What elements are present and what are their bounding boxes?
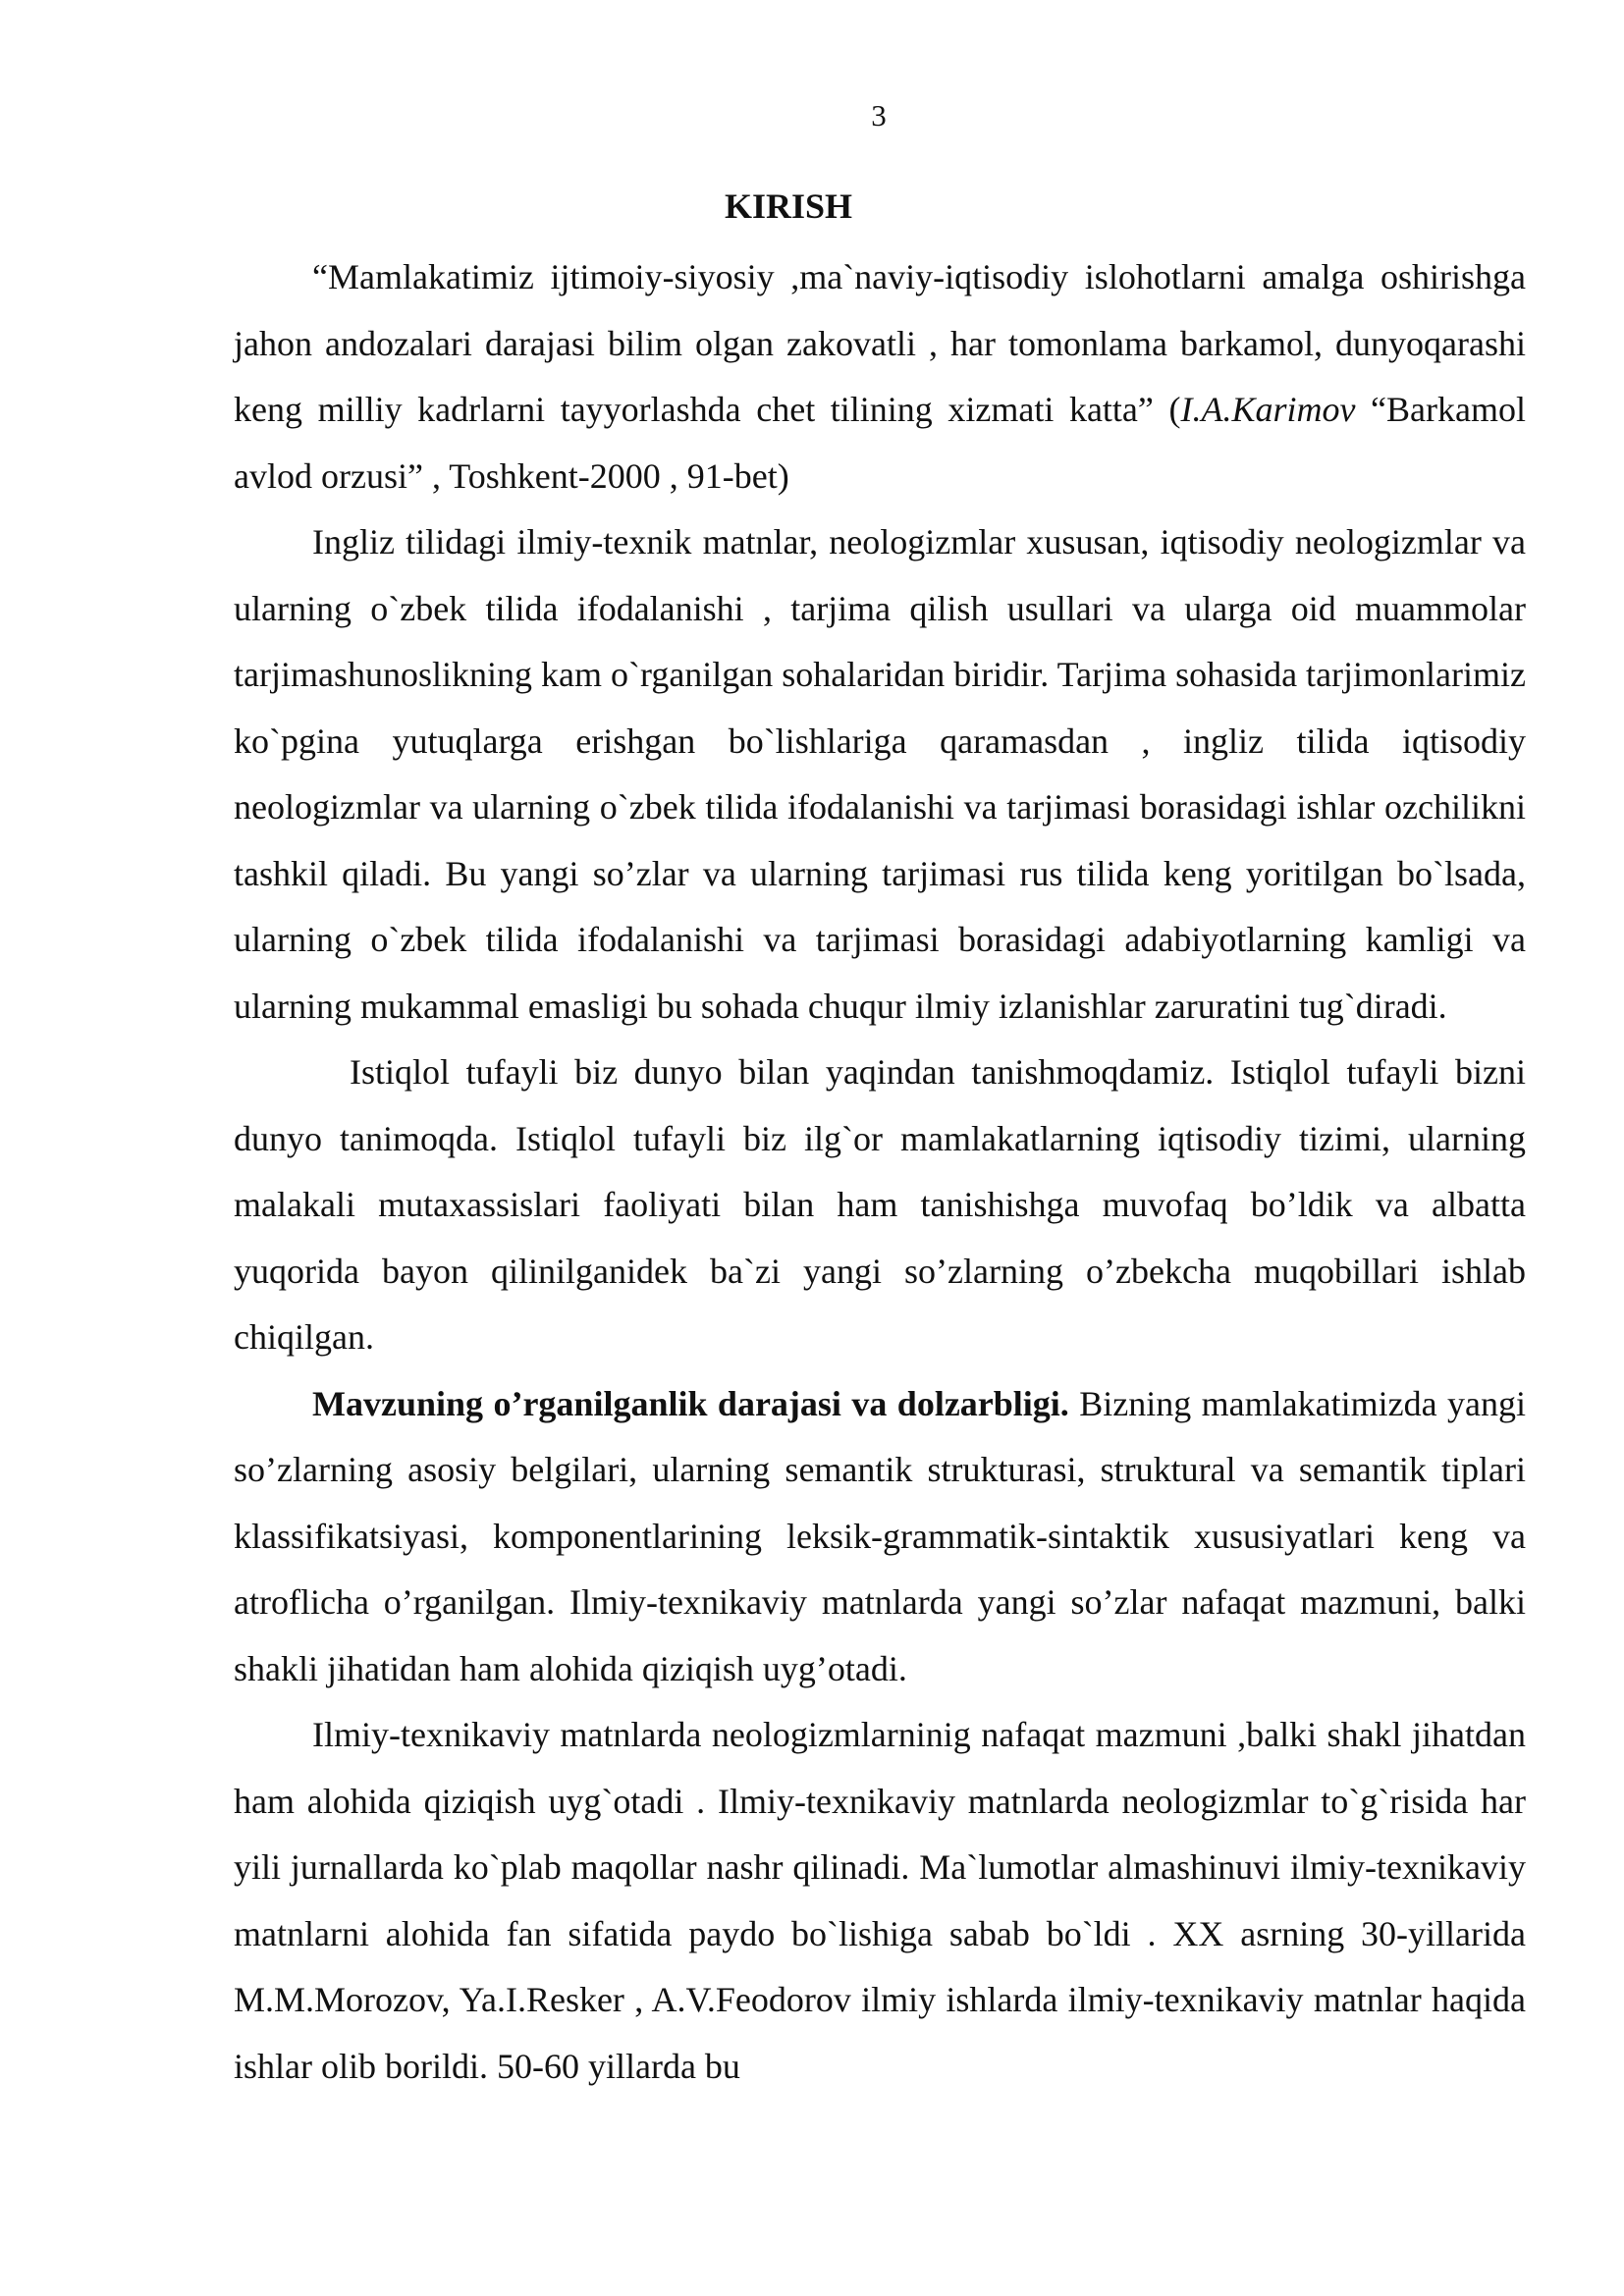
section-title: KIRISH [724,187,853,226]
quote-author: I.A.Karimov [1180,390,1356,429]
quote-source: “Barkamol avlod orzusi” , Toshkent-2000 , 91-bet) [234,390,1526,496]
paragraph-scientific-texts: Ilmiy-texnikaviy matnlarda neologizmlarninig nafaqat mazmuni ,balki shakl jihatdan ham alohida qiziqish uyg`otadi . Ilmiy-texnikaviy matnlarda neologizmlar to`g`risida har yili jurnallarda ko`plab maqollar nashr qilinadi. Ma`lumotlar almashinuvi ilmiy-texnikaviy matnlarni alohida fan sifatida paydo bo`lishiga sabab bo`ldi . XX asrning 30-yillarida M.M.Morozov, Ya.I.Resker , A.V.Feodorov ilmiy ishlarda ilmiy-texnikaviy matnlar haqida ishlar olib borildi. 50-60 yillarda bu [234,1715,1526,2086]
paragraph-independence: Istiqlol tufayli biz dunyo bilan yaqindan tanishmoqdamiz. Istiqlol tufayli bizni dunyo tanimoqda. Istiqlol tufayli biz ilg`or mamlakatlarning iqtisodiy tizimi, ularning malakali mutaxassislari faoliyati bilan ham tanishishga muvofaq bo’ldik va albatta yuqorida bayon qilinilganidek ba`zi yangi so’zlarning o’zbekcha muqobillari ishlab chiqilgan. [234,1052,1526,1357]
page-number: 3 [871,98,887,133]
paragraph-quote [234,244,1526,509]
relevance-heading: Mavzuning o’rganilganlik darajasi va dolzarbligi. [312,1383,1069,1423]
paragraph-relevance [234,1371,1526,1703]
paragraph-neologisms: Ingliz tilidagi ilmiy-texnik matnlar, neologizmlar xususan, iqtisodiy neologizmlar va ularning o`zbek tilida ifodalanishi , tarjima qilish usullari va ularga oid muammolar tarjimashunoslikning kam o`rganilgan sohalaridan biridir. Tarjima sohasida tarjimonlarimiz ko`pgina yutuqlarga erishgan bo`lishlariga qaramasdan , ingliz tilida iqtisodiy neologizmlar va ularning o`zbek tilida ifodalanishi va tarjimasi borasidagi ishlar ozchilikni tashkil qiladi. Bu yangi so’zlar va ularning tarjimasi rus tilida keng yoritilgan bo`lsada, ularning o`zbek tilida ifodalanishi va tarjimasi borasidagi adabiyotlarning kamligi va ularning mukammal emasligi bu sohada chuqur ilmiy izlanishlar zaruratini tug`diradi. [234,522,1526,1026]
quote-text: “Mamlakatimiz ijtimoiy-siyosiy ,ma`naviy-iqtisodiy islohotlarni amalga oshirishga jahon andozalari darajasi bilim olgan zakovatli , har tomonlama barkamol, dunyoqarashi keng milliy kadrlarni tayyorlashda chet tilining xizmati katta” ( [234,257,1526,429]
relevance-text: Bizning mamlakatimizda yangi so’zlarning asosiy belgilari, ularning semantik strukturasi, struktural va semantik tiplari klassifikatsiyasi, komponentlarining leksik-grammatik-sintaktik xususiyatlari keng va atroflicha o’rganilgan. Ilmiy-texnikaviy matnlarda yangi so’zlar nafaqat mazmuni, balki shakli jihatidan ham alohida qiziqish uyg’otadi. [234,1383,1526,1688]
body-text [234,244,1526,2100]
